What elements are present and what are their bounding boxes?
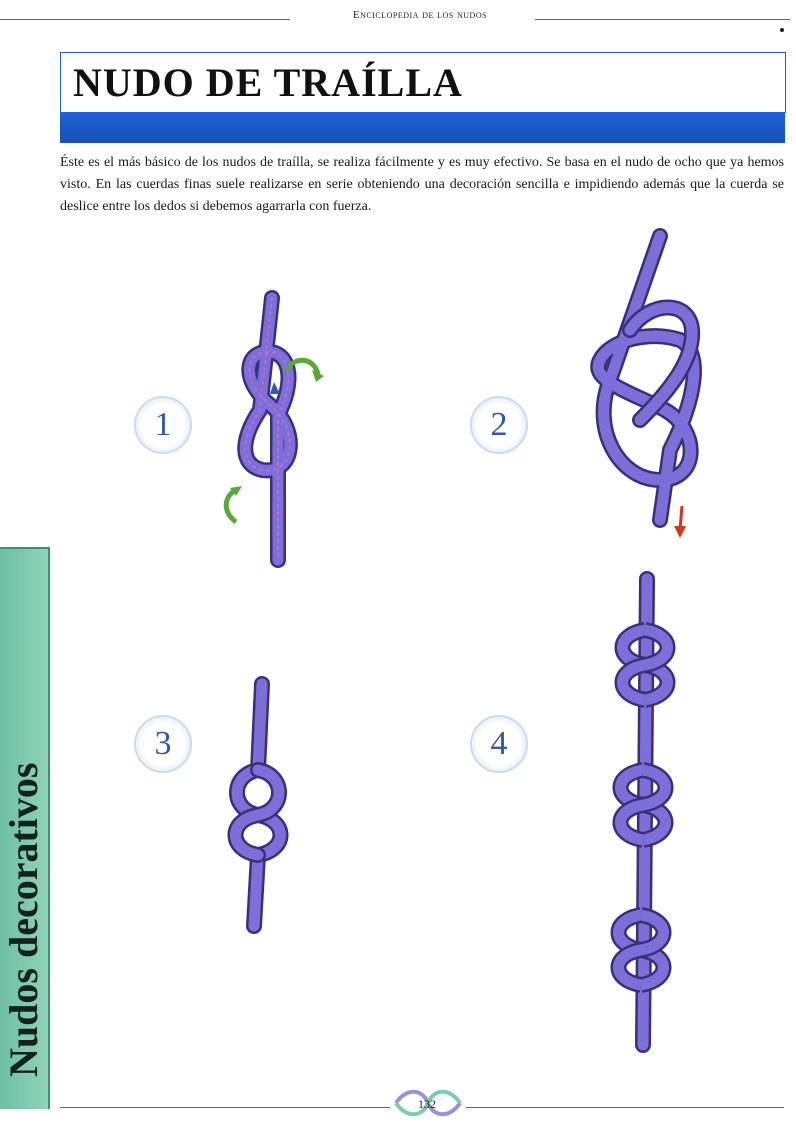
step-2-badge: 2 bbox=[470, 396, 528, 454]
header-rule-right bbox=[535, 19, 790, 20]
step-1-knot-illustration bbox=[200, 290, 340, 565]
page-title: NUDO DE TRAÍLLA bbox=[73, 60, 463, 105]
step-4-knot-illustration bbox=[595, 575, 685, 1050]
step-3-badge: 3 bbox=[134, 715, 192, 773]
corner-mark bbox=[780, 28, 784, 32]
section-label: Nudos decorativos bbox=[1, 762, 46, 1077]
section-sidebar-tab bbox=[0, 547, 50, 1109]
page-number: 132 bbox=[418, 1097, 436, 1111]
footer-rule-right bbox=[466, 1107, 784, 1108]
intro-paragraph: Éste es el más básico de los nudos de traílla, se realiza fácilmente y es muy efectivo. Se basa en el nudo de ocho que ya hemos visto. En las cuerdas finas suele realizarse en serie obteniendo una decoración sencilla e impidiendo además que la cuerda se deslice entre los dedos si debemos agarrarla con fuerza. bbox=[60, 155, 784, 214]
footer-rule-left bbox=[60, 1107, 390, 1108]
header-rule-left bbox=[0, 19, 290, 20]
title-box bbox=[60, 52, 786, 113]
running-head: Enciclopedia de los nudos bbox=[352, 9, 488, 21]
step-4-badge: 4 bbox=[470, 715, 528, 773]
step-1-badge: 1 bbox=[134, 396, 192, 454]
red-arrow-icon bbox=[674, 526, 686, 538]
step-2-knot-illustration bbox=[570, 230, 720, 540]
step-3-knot-illustration bbox=[210, 680, 310, 930]
title-color-bar bbox=[60, 112, 785, 143]
